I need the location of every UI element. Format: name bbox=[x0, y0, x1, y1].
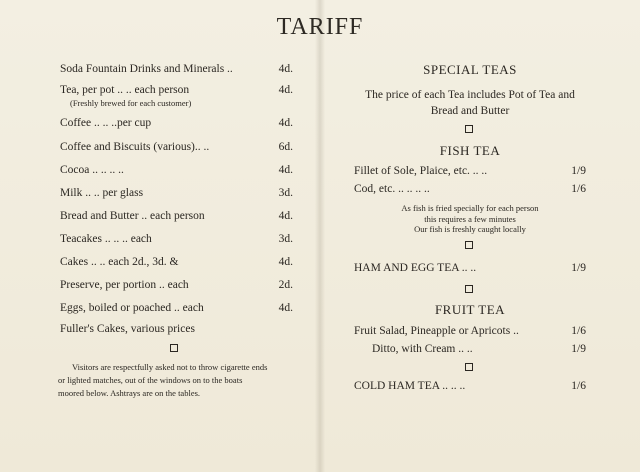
item-teacakes: Teacakes .. .. .. each bbox=[60, 233, 152, 245]
tea-subnote: (Freshly brewed for each customer) bbox=[70, 98, 192, 108]
price-soda: 4d. bbox=[278, 63, 293, 75]
note-line-3: moored below. Ashtrays are on the tables. bbox=[58, 388, 201, 398]
fruit-price-salad: 1/6 bbox=[571, 325, 586, 337]
item-eggs: Eggs, boiled or poached .. each bbox=[60, 302, 204, 314]
item-bread-butter: Bread and Butter .. each person bbox=[60, 210, 205, 222]
special-teas-heading: SPECIAL TEAS bbox=[423, 62, 517, 77]
item-soda: Soda Fountain Drinks and Minerals .. bbox=[60, 63, 233, 75]
special-para-line-1: The price of each Tea includes Pot of Tea and bbox=[365, 89, 575, 101]
price-tea: 4d. bbox=[278, 84, 293, 96]
item-cocoa: Cocoa .. .. .. .. bbox=[60, 164, 124, 176]
divider-square-icon bbox=[465, 285, 473, 293]
price-preserve: 2d. bbox=[278, 279, 293, 291]
fish-item-sole: Fillet of Sole, Plaice, etc. .. .. bbox=[354, 165, 488, 177]
fish-note-line-1: As fish is fried specially for each person bbox=[401, 203, 539, 213]
fish-tea-heading: FISH TEA bbox=[439, 143, 501, 158]
item-milk: Milk .. .. per glass bbox=[60, 187, 144, 199]
ham-egg-tea: HAM AND EGG TEA .. .. bbox=[354, 262, 477, 274]
price-coffee-biscuits: 6d. bbox=[278, 141, 293, 153]
ham-egg-price: 1/9 bbox=[571, 262, 586, 274]
price-milk: 3d. bbox=[278, 187, 293, 199]
note-line-1: Visitors are respectfully asked not to throw cigarette ends bbox=[72, 362, 268, 372]
fruit-item-salad: Fruit Salad, Pineapple or Apricots .. bbox=[354, 325, 519, 337]
fruit-item-ditto: Ditto, with Cream .. .. bbox=[372, 343, 473, 355]
fish-item-cod: Cod, etc. .. .. .. .. bbox=[354, 183, 430, 195]
price-cocoa: 4d. bbox=[278, 164, 293, 176]
cold-ham-tea: COLD HAM TEA .. .. .. bbox=[354, 380, 466, 392]
note-line-2: or lighted matches, out of the windows on to the boats bbox=[58, 375, 243, 385]
fish-note-line-3: Our fish is freshly caught locally bbox=[414, 224, 526, 234]
item-preserve: Preserve, per portion .. each bbox=[60, 279, 189, 291]
item-fullers-cakes: Fuller's Cakes, various prices bbox=[60, 323, 195, 335]
fish-price-cod: 1/6 bbox=[571, 183, 586, 195]
divider-square-icon bbox=[465, 125, 473, 133]
fish-note-line-2: this requires a few minutes bbox=[424, 214, 516, 224]
price-coffee: 4d. bbox=[278, 117, 293, 129]
fruit-tea-heading: FRUIT TEA bbox=[434, 302, 506, 317]
divider-square-icon bbox=[465, 241, 473, 249]
item-cakes: Cakes .. .. each 2d., 3d. & bbox=[60, 256, 179, 268]
item-coffee-biscuits: Coffee and Biscuits (various).. .. bbox=[60, 141, 210, 153]
fruit-price-ditto: 1/9 bbox=[571, 343, 586, 355]
fish-price-sole: 1/9 bbox=[571, 165, 586, 177]
price-eggs: 4d. bbox=[278, 302, 293, 314]
item-coffee: Coffee .. .. ..per cup bbox=[60, 117, 152, 129]
divider-square-icon bbox=[170, 344, 178, 352]
divider-square-icon bbox=[465, 363, 473, 371]
cold-ham-price: 1/6 bbox=[571, 380, 586, 392]
price-teacakes: 3d. bbox=[278, 233, 293, 245]
price-cakes: 4d. bbox=[278, 256, 293, 268]
special-para-line-2: Bread and Butter bbox=[430, 105, 510, 117]
page-title: TARIFF bbox=[276, 14, 364, 40]
price-bread-butter: 4d. bbox=[278, 210, 293, 222]
item-tea: Tea, per pot .. .. each person bbox=[60, 84, 190, 96]
